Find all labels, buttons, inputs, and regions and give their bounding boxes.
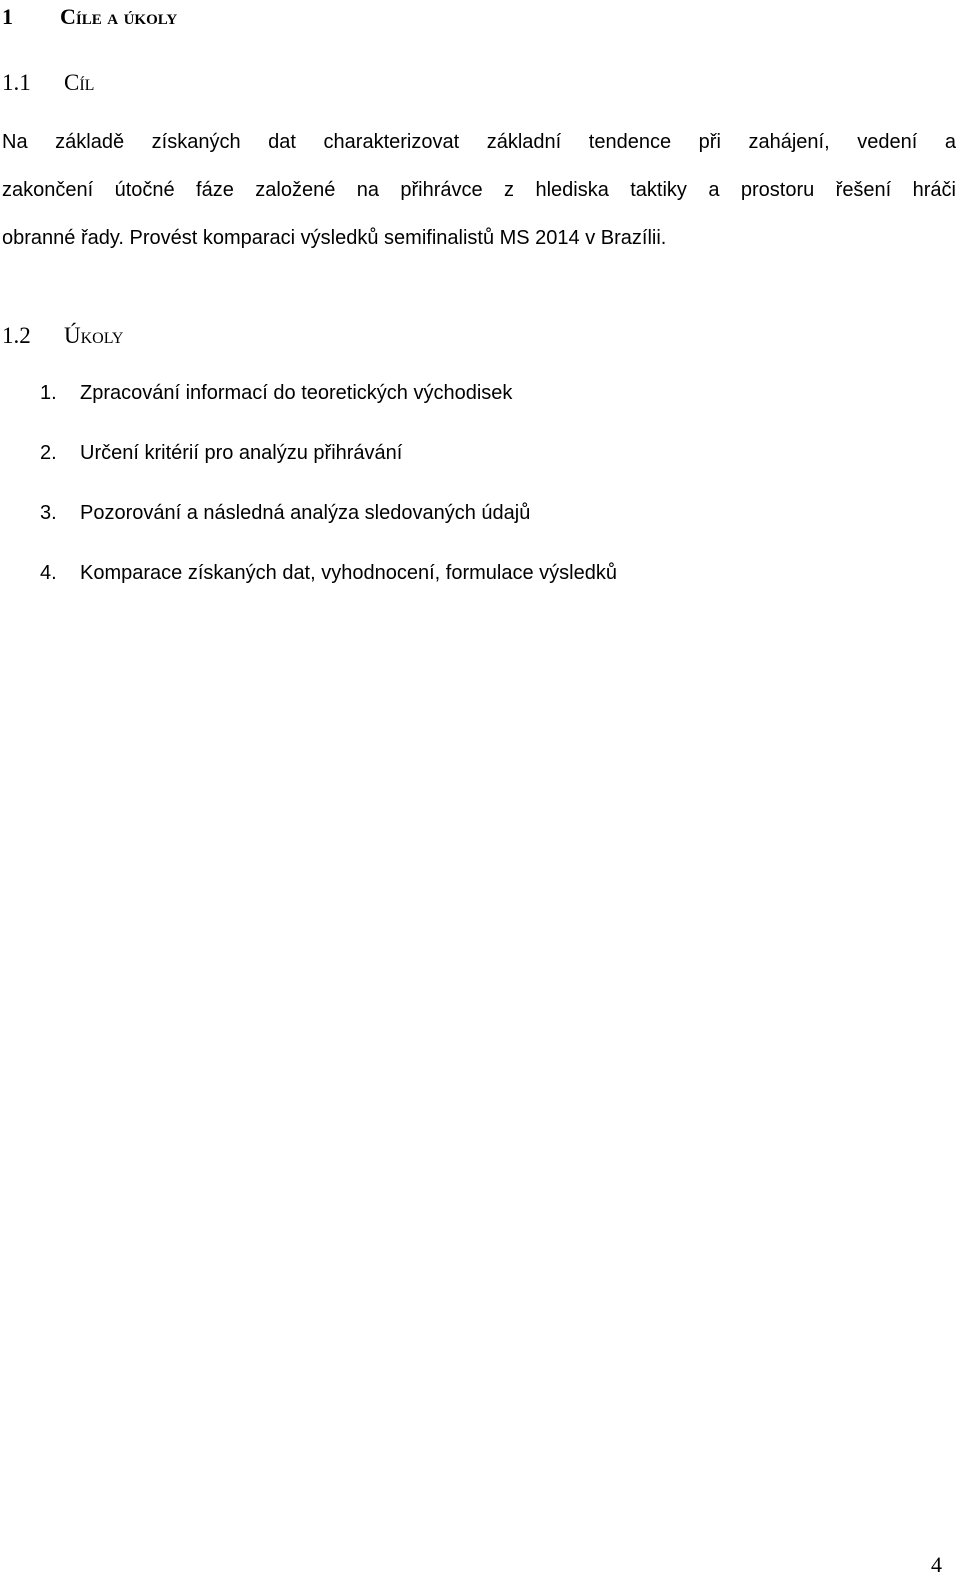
page-number: 4 bbox=[931, 1552, 942, 1577]
task-item bbox=[40, 499, 530, 527]
goal-paragraph-line-3: obranné řady. Provést komparaci výsledků semifinalistů MS 2014 v Brazílii. bbox=[2, 227, 667, 249]
task-item bbox=[40, 559, 617, 587]
section-number-tasks: 1.2 bbox=[2, 323, 31, 348]
task-number: 2. bbox=[40, 442, 57, 464]
section-title-goal: Cíl bbox=[64, 70, 95, 95]
task-number: 3. bbox=[40, 502, 57, 524]
task-text: Pozorování a následná analýza sledovaných údajů bbox=[80, 502, 531, 524]
task-number: 1. bbox=[40, 382, 57, 404]
section-number-goal: 1.1 bbox=[2, 70, 31, 95]
task-text: Komparace získaných dat, vyhodnocení, formulace výsledků bbox=[80, 562, 617, 584]
section-heading-tasks bbox=[2, 321, 123, 351]
task-item bbox=[40, 379, 512, 407]
section-title-tasks: Úkoly bbox=[64, 323, 124, 348]
task-item bbox=[40, 439, 402, 467]
chapter-number: 1 bbox=[2, 4, 13, 29]
section-heading-goal bbox=[2, 68, 94, 98]
goal-paragraph-line-1: Na základě získaných dat charakterizovat základní tendence při zahájení, vedení a bbox=[2, 131, 956, 153]
goal-paragraph-line-2: zakončení útočné fáze založené na přihrávce z hlediska taktiky a prostoru řešení hráči bbox=[2, 179, 956, 201]
task-number: 4. bbox=[40, 562, 57, 584]
task-text: Určení kritérií pro analýzu přihrávání bbox=[80, 442, 403, 464]
chapter-heading bbox=[2, 3, 177, 31]
task-text: Zpracování informací do teoretických východisek bbox=[80, 382, 513, 404]
chapter-title: Cíle a úkoly bbox=[60, 4, 178, 29]
